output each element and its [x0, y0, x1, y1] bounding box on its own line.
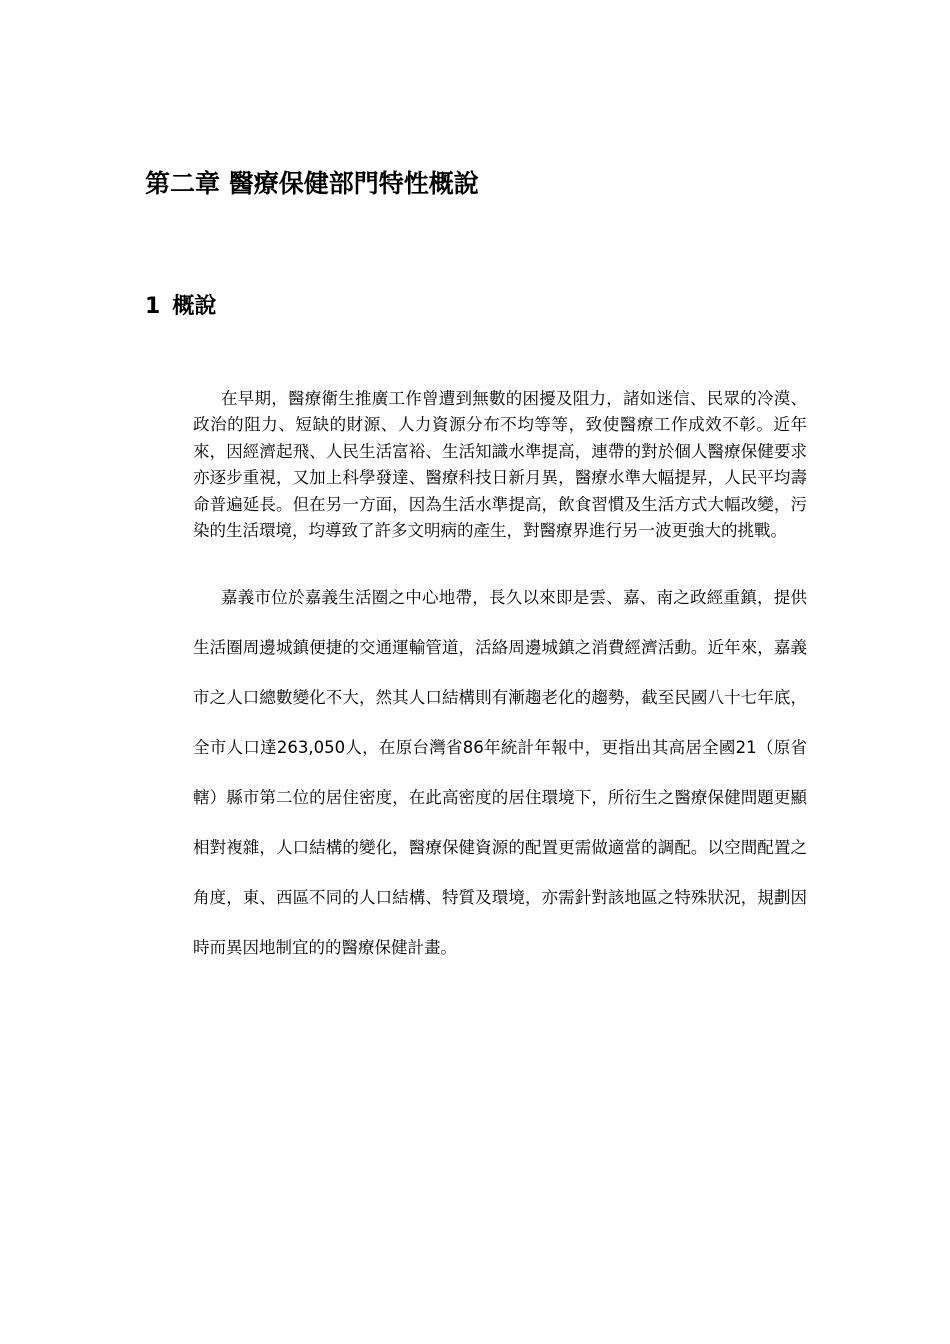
chapter-title: 第二章 醫療保健部門特性概說: [145, 169, 479, 198]
section-heading: [145, 290, 216, 324]
body-paragraph-1: 在早期，醫療衛生推廣工作曾遭到無數的困擾及阻力，諸如迷信、民眾的冷漠、政治的阻力、短缺的財源、人力資源分布不均等等，致使醫療工作成效不彰。近年來，因經濟起飛、人民生活富裕、生活知識水準提高，連帶的對於個人醫療保健要求亦逐步重視，又加上科學發達、醫療科技日新月異，醫療水準大幅提昇，人民平均壽命普遍延長。但在另一方面，因為生活水準提高，飲食習慣及生活方式大幅改變，污染的生活環境，均導致了許多文明病的產生，對醫療界進行另一波更強大的挑戰。: [193, 389, 807, 541]
section-title: 概說: [172, 294, 217, 319]
body-paragraph-2: 嘉義市位於嘉義生活圈之中心地帶，長久以來即是雲、嘉、南之政經重鎮，提供生活圈周邊城鎮便捷的交通運輸管道，活絡周邊城鎮之消費經濟活動。近年來，嘉義市之人口總數變化不大，然其人口結構則有漸趨老化的趨勢，截至民國八十七年底，全市人口達263,050人，在原台灣省86年統計年報中，更指出其高居全國21（原省轄）縣市第二位的居住密度，在此高密度的居住環境下，所衍生之醫療保健問題更顯相對複雜，人口結構的變化，醫療保健資源的配置更需做適當的調配。以空間配置之角度，東、西區不同的人口結構、特質及環境，亦需針對該地區之特殊狀況，規劃因時而異因地制宜的的醫療保健計畫。: [193, 588, 807, 957]
section-number: 1: [145, 294, 161, 319]
